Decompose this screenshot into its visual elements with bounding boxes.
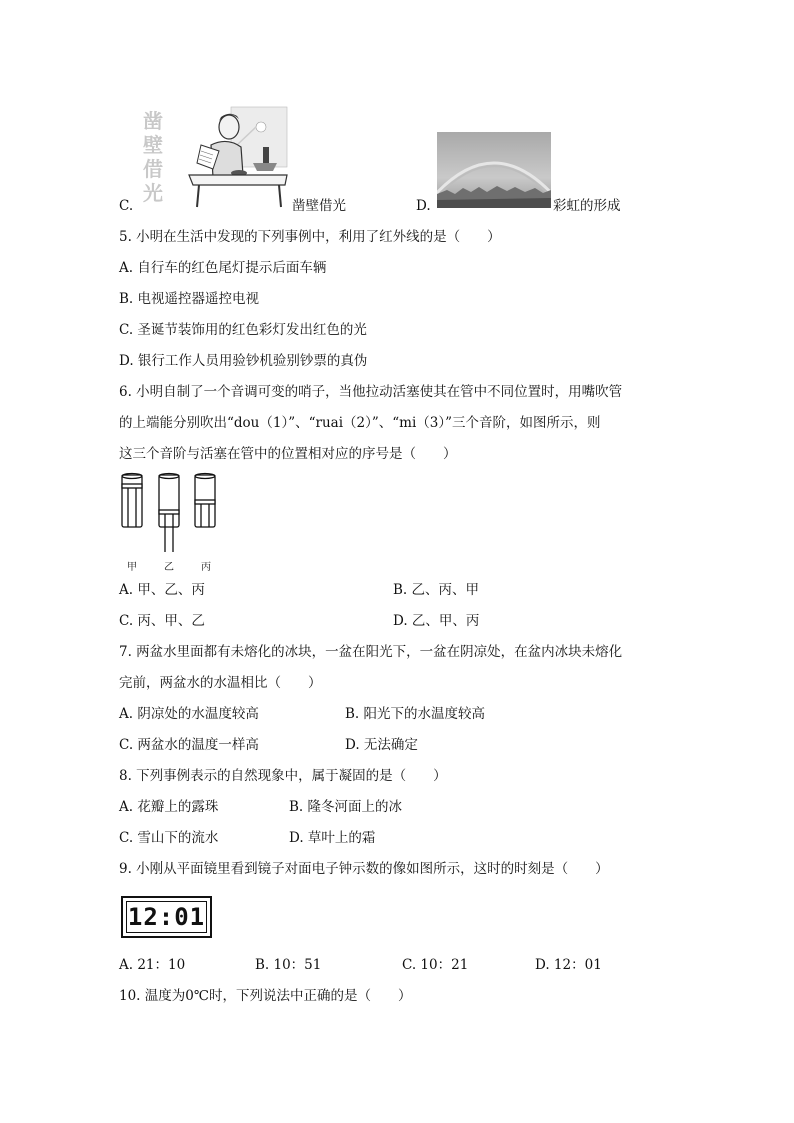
question-8-option-a: A. 花瓣上的露珠 <box>119 799 219 815</box>
chisel-wall-title-char: 壁 <box>143 133 163 157</box>
question-5-stem: 5. 小明在生活中发现的下列事例中，利用了红外线的是（ ） <box>119 229 501 245</box>
question-9-stem: 9. 小刚从平面镜里看到镜子对面电子钟示数的像如图所示，这时的时刻是（ ） <box>119 861 609 877</box>
question-5-option-b: B. 电视遥控器遥控电视 <box>119 291 260 307</box>
chisel-wall-title-char: 光 <box>143 181 163 205</box>
option-c-letter: C. <box>119 198 134 214</box>
tube-label-jia: 甲 <box>127 562 137 573</box>
question-8-option-c: C. 雪山下的流水 <box>119 830 219 846</box>
question-7-option-a: A. 阴凉处的水温度较高 <box>119 706 259 722</box>
question-9-option-c: C. 10：21 <box>402 957 469 973</box>
question-5-option-a: A. 自行车的红色尾灯提示后面车辆 <box>119 260 327 276</box>
question-6-stem-line-3: 这三个音阶与活塞在管中的位置相对应的序号是（ ） <box>119 446 457 462</box>
digital-clock-inner <box>126 901 207 933</box>
chisel-wall-title-char: 凿 <box>143 109 163 133</box>
digital-clock-frame <box>121 896 212 938</box>
question-6-option-b: B. 乙、丙、甲 <box>393 582 480 598</box>
question-8-option-d: D. 草叶上的霜 <box>289 830 376 846</box>
tube-label-bing: 丙 <box>201 562 211 573</box>
question-9-option-b: B. 10：51 <box>255 957 322 973</box>
question-6-option-d: D. 乙、甲、丙 <box>393 613 480 629</box>
question-9-option-a: A. 21：10 <box>119 957 186 973</box>
option-c-caption: 凿壁借光 <box>292 198 346 214</box>
question-6-stem-line-1: 6. 小明自制了一个音调可变的哨子，当他拉动活塞使其在管中不同位置时，用嘴吹管 <box>119 384 623 400</box>
whistle-tubes-figure <box>115 472 225 576</box>
question-6-option-a: A. 甲、乙、丙 <box>119 582 205 598</box>
question-6-option-c: C. 丙、甲、乙 <box>119 613 205 629</box>
tube-label-yi: 乙 <box>164 562 174 573</box>
option-d-letter: D. <box>416 198 431 214</box>
question-9-option-d: D. 12：01 <box>535 957 602 973</box>
question-7-stem-line-2: 完前，两盆水的水温相比（ ） <box>119 675 322 691</box>
rainbow-image <box>437 132 551 208</box>
chisel-wall-title-char: 借 <box>143 157 163 181</box>
chisel-wall-image <box>139 105 289 210</box>
question-7-option-d: D. 无法确定 <box>345 737 418 753</box>
clock-display: 12:01 <box>127 903 206 931</box>
option-d-caption: 彩虹的形成 <box>553 198 621 214</box>
question-10-stem: 10. 温度为0℃时，下列说法中正确的是（ ） <box>119 988 412 1004</box>
question-8-option-b: B. 隆冬河面上的冰 <box>289 799 403 815</box>
question-6-stem-line-2: 的上端能分别吹出“dou（1）”、“ruai（2）”、“mi（3）”三个音阶，如图所示，则 <box>119 415 601 431</box>
question-8-stem: 8. 下列事例表示的自然现象中，属于凝固的是（ ） <box>119 768 447 784</box>
question-7-option-c: C. 两盆水的温度一样高 <box>119 737 259 753</box>
question-5-option-c: C. 圣诞节装饰用的红色彩灯发出红色的光 <box>119 322 367 338</box>
question-7-option-b: B. 阳光下的水温度较高 <box>345 706 486 722</box>
question-5-option-d: D. 银行工作人员用验钞机验别钞票的真伪 <box>119 353 368 369</box>
question-7-stem-line-1: 7. 两盆水里面都有未熔化的冰块，一盆在阳光下，一盆在阴凉处，在盆内冰块未熔化 <box>119 644 623 660</box>
